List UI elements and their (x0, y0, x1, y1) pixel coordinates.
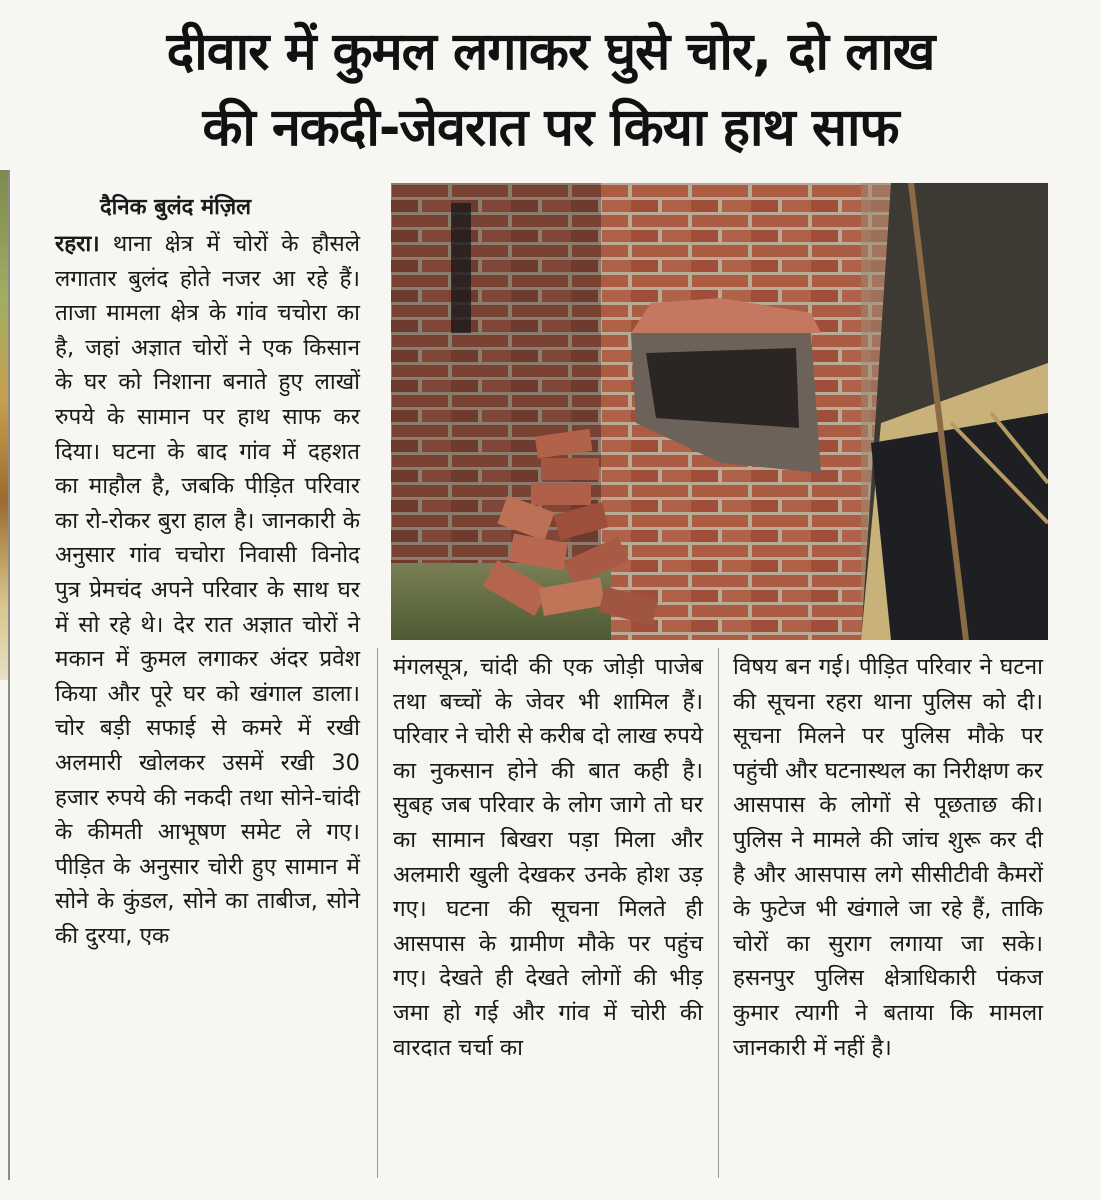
article-column-2: मंगलसूत्र, चांदी की एक जोड़ी पाजेब तथा बच्चों के जेवर भी शामिल हैं। परिवार ने चोरी से करीब दो लाख रुपये का नुकसान होने की बात कही है। सुबह जब परिवार के लोग जागे तो घर का सामान बिखरा पड़ा मिला और अलमारी खुली देखकर उनके होश उड़ गए। घटना की सूचना मिलते ही आसपास के ग्रामीण मौके पर पहुंच गए। देखते ही देखते लोगों की भीड़ जमा हो गई और गांव में चोरी की वारदात चर्चा का (393, 654, 703, 1061)
dateline: रहरा। (55, 231, 100, 257)
brick-wall-illustration (391, 183, 1048, 640)
column-divider (377, 648, 378, 1178)
headline-line-2: की नकदी-जेवरात पर किया हाथ साफ (202, 98, 899, 158)
page-edge-line (8, 170, 10, 1180)
column-divider (718, 648, 719, 1178)
byline: दैनिक बुलंद मंज़िल (100, 195, 252, 220)
headline (20, 14, 1081, 166)
article-column-1 (55, 227, 360, 953)
article-column-3: विषय बन गई। पीड़ित परिवार ने घटना की सूचना रहरा थाना पुलिस को दी। सूचना मिलने पर पुलिस मौके पर पहुंची और घटनास्थल का निरीक्षण कर आसपास के लोगों से पूछताछ की। पुलिस ने मामले की जांच शुरू कर दी है और आसपास लगे सीसीटीवी कैमरों के फुटेज भी खंगाले जा रहे हैं, ताकि चोरों का सुराग लगाया जा सके। हसनपुर पुलिस क्षेत्राधिकारी पंकज कुमार त्यागी ने बताया कि मामला जानकारी में नहीं है। (733, 654, 1043, 1061)
headline-line-1: दीवार में कुमल लगाकर घुसे चोर, दो लाख (166, 22, 935, 82)
news-photo-broken-brick-wall (391, 183, 1048, 640)
column-1-text: थाना क्षेत्र में चोरों के हौसले लगातार बुलंद होते नजर आ रहे हैं। ताजा मामला क्षेत्र के गांव चचोरा का है, जहां अज्ञात चोरों ने एक किसान के घर को निशाना बनाते हुए लाखों रुपये के सामान पर हाथ साफ कर दिया। घटना के बाद गांव में दहशत का माहौल है, जबकि पीड़ित परिवार का रो-रोकर बुरा हाल है। जानकारी के अनुसार गांव चचोरा निवासी विनोद पुत्र प्रेमचंद अपने परिवार के साथ घर में सो रहे थे। देर रात अज्ञात चोरों ने मकान में कुमल लगाकर अंदर प्रवेश किया और पूरे घर को खंगाल डाला। चोर बड़ी सफाई से कमरे में रखी अलमारी खोलकर उसमें रखी 30 हजार रुपये की नकदी तथा सोने-चांदी के कीमती आभूषण समेट ले गए। पीड़ित के अनुसार चोरी हुए सामान में सोने के कुंडल, सोने का ताबीज, सोने की दुरया, एक (55, 231, 360, 949)
